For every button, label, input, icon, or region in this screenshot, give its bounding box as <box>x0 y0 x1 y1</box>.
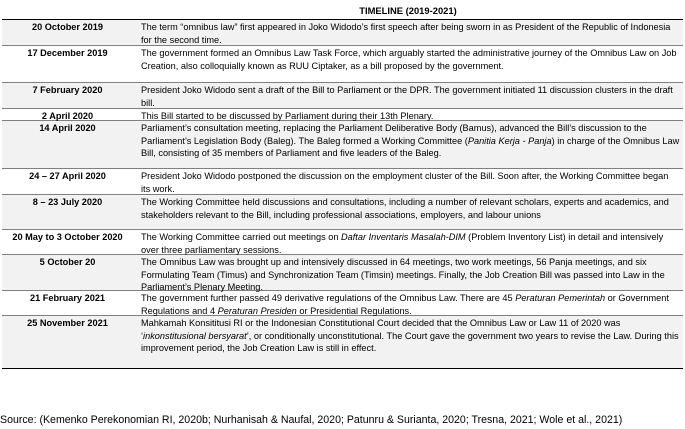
description-text: The government formed an Omnibus Law Task Force, which arguably started the administrative journey of the Omnibus Law on Job Creation, also colloquially known as RUU Ciptaker, as a bill proposed by the government. <box>141 48 677 71</box>
table-row <box>2 291 683 316</box>
table-row <box>2 169 683 195</box>
description-text: The Omnibus Law was brought up and intensively discussed in 64 meetings, two work meetings, 56 Panja meetings, and six Formulating Team (Timus) and Synchronization Team (Timsin) meetings. Finally, the Job Creation Bill was passed into Law in the Parliament’s Plenary Meeting. <box>141 257 665 293</box>
description-text: or Government Regulations and 4 <box>141 293 669 316</box>
italic-term: Panitia Kerja - Panja <box>467 135 552 146</box>
row-description <box>133 20 683 45</box>
row-date: 2 April 2020 <box>41 111 94 121</box>
row-date: 5 October 20 <box>39 257 96 267</box>
table-header <box>2 3 683 20</box>
italic-term: Peraturan Presiden <box>217 305 297 316</box>
header-date-cell <box>2 3 133 19</box>
row-description <box>133 46 683 82</box>
italic-term: Peraturan Pemerintah <box>515 293 606 303</box>
timeline-table <box>2 3 683 369</box>
row-description <box>133 109 683 120</box>
row-description <box>133 255 683 293</box>
table-title: TIMELINE (2019-2021) <box>359 5 457 16</box>
row-description <box>133 230 683 254</box>
italic-term: inkonstitusional bersyarat <box>143 330 247 341</box>
description-text: The Working Committee carried out meetings on <box>141 232 341 242</box>
source-citation: Source: (Kemenko Perekonomian RI, 2020b; Nurhanisah & Naufal, 2020; Patunru & Surianta, 2020; Tresna, 2021; Wole et al., 2021) <box>0 414 623 426</box>
row-description <box>133 291 683 315</box>
row-description <box>133 169 683 194</box>
row-date: 25 November 2021 <box>27 318 108 328</box>
description-text: ) in charge of the Omnibus Law Bill, consisting of 35 members of Parliament and five leaders of the Baleg. <box>141 135 680 159</box>
table-row <box>2 46 683 83</box>
table-body <box>2 20 683 369</box>
table-row <box>2 195 683 230</box>
row-date: 20 October 2019 <box>32 22 103 32</box>
row-date: 20 May to 3 October 2020 <box>12 232 123 242</box>
table-row <box>2 255 683 291</box>
description-text: The government further passed 49 derivative regulations of the Omnibus Law. There are 45 <box>141 293 516 303</box>
table-row <box>2 109 683 121</box>
row-date: 17 December 2019 <box>27 48 108 58</box>
row-date: 14 April 2020 <box>39 123 96 133</box>
row-description <box>133 316 683 368</box>
table-row <box>2 316 683 369</box>
description-text: This Bill started to be discussed by Parliament during their 13th Plenary. <box>141 111 434 121</box>
table-row <box>2 83 683 109</box>
row-date: 24 – 27 April 2020 <box>29 171 106 181</box>
description-text: The Working Committee held discussions and consultations, including a number of relevant scholars, experts and academics, and stakeholders relevant to the Bill, including professional associations, employers, and labour unions <box>141 197 669 220</box>
row-date: 8 – 23 July 2020 <box>32 197 103 207</box>
description-text: Parliament’s consultation meeting, replacing the Parliament Deliberative Body (Bamus), advanced the Bill’s discussion to the Parliament’s Legislation Body (Baleg). The Baleg formed a Working Committee ( <box>141 123 647 146</box>
description-text: President Joko Widodo postponed the discussion on the employment cluster of the Bill. Soon after, the Working Committee began its work. <box>141 171 669 194</box>
description-text: President Joko Widodo sent a draft of the Bill to Parliament or the DPR. The government initiated 11 discussion clusters in the draft bill. <box>141 85 673 108</box>
table-row <box>2 121 683 169</box>
row-date: 21 February 2021 <box>29 293 106 303</box>
description-text: The term “omnibus law” first appeared in Joko Widodo’s first speech after being sworn in as President of the Republic of Indonesia for the second time. <box>141 22 671 45</box>
description-text: Mahkamah Konsititusi RI or the Indonesian Constitutional Court decided that the Omnibus Law or Law 11 of 2020 was ‘ <box>141 318 621 341</box>
italic-term: Daftar Inventaris Masalah-DIM <box>341 232 466 242</box>
row-description <box>133 195 683 229</box>
row-date: 7 February 2020 <box>32 85 103 95</box>
row-description <box>133 121 683 168</box>
description-text: (Problem Inventory List) in detail and intensively over three parliamentary sessions. <box>141 232 664 255</box>
table-row <box>2 20 683 46</box>
row-description <box>133 83 683 108</box>
description-text: or Presidential Regulations. <box>296 305 412 316</box>
description-text: ’, or conditionally unconstitutional. The Court gave the government two years to revise the Law. During this improvement period, the Job Creation Law is still in effect. <box>141 330 679 354</box>
table-row <box>2 230 683 255</box>
